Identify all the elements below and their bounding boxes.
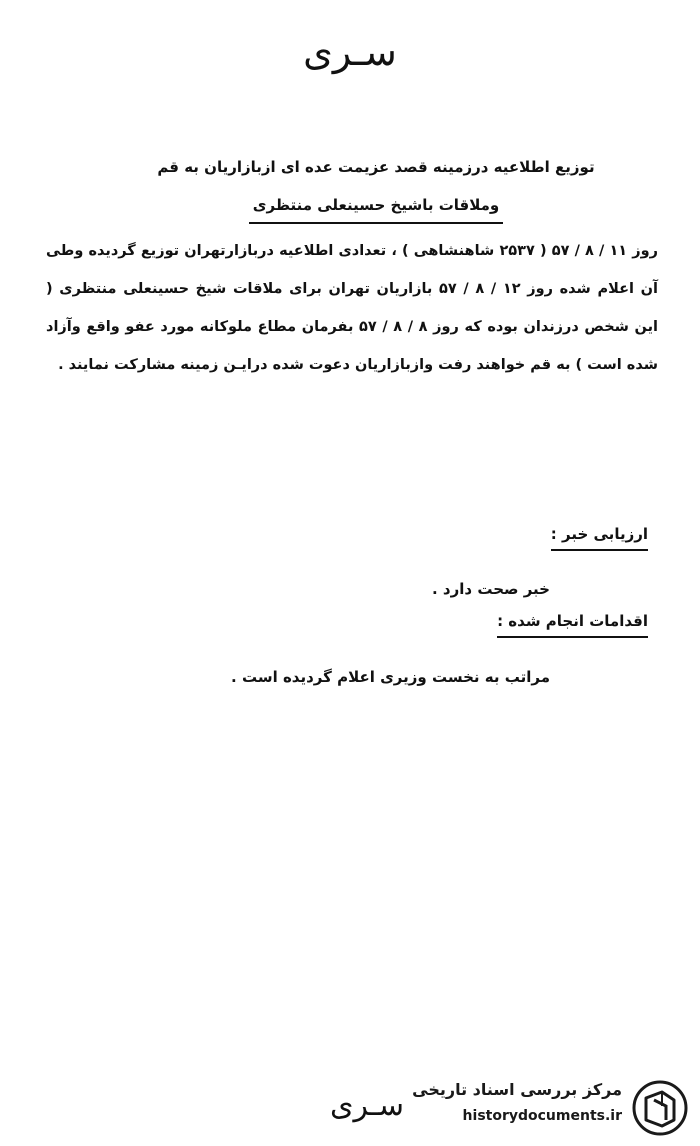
subject-heading [130,148,622,224]
classification-top: سـری [303,30,397,74]
report-body [46,232,658,384]
watermark-title: مرکز بررسی اسناد تاریخی [412,1080,622,1099]
evaluation-heading [551,525,648,551]
archive-logo-icon [632,1080,688,1136]
actions-heading [497,612,648,638]
report-paragraph: روز ۱۱ / ۸ / ۵۷ ( ۲۵۳۷ شاهنشاهی ) ، تعدادی اطلاعیه دربازارتهران توزیع گردیده وطی آن اعلام شده روز ۱۲ / ۸ / ۵۷ بازاریان تهران برای ملاقات شیخ حسینعلی منتظری ( این شخص درزندان بوده که روز ۸ / ۸ / ۵۷ بفرمان مطاع ملوکانه مورد عفو واقع وآزاد شده است ) به قم خواهند رفت وازبازاریان دعوت شده درایـن زمینه مشارکت نمایند . [46,243,658,373]
watermark-url: historydocuments.ir [462,1108,622,1124]
archive-watermark [412,1076,692,1138]
subject-line-2: وملاقات باشیخ حسینعلی منتظری [249,192,503,224]
actions-text: مراتب به نخست وزیری اعلام گردیده است . [231,668,550,686]
actions-label: اقدامات انجام شده : [497,612,648,638]
subject-line-1: توزیع اطلاعیه درزمینه قصد عزیمت عده ای ازبازاریان به قم [157,158,595,176]
evaluation-text: خبر صحت دارد . [432,580,550,598]
classification-bottom: سـری [330,1088,404,1123]
evaluation-label: ارزیابی خبر : [551,525,648,551]
